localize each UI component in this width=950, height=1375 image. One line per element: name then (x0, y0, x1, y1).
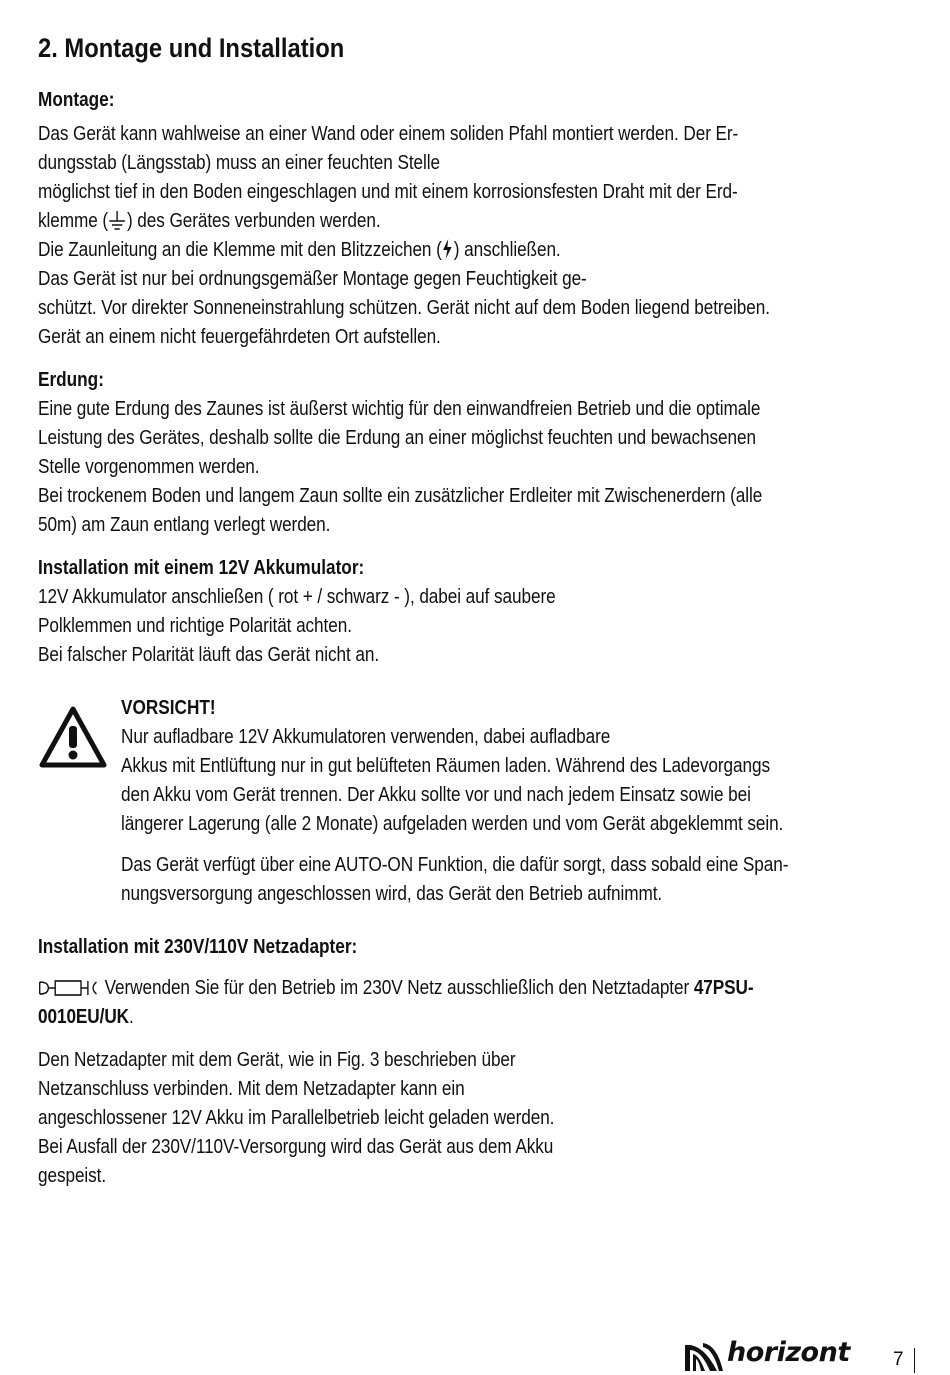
adapter-line (38, 974, 795, 1003)
paragraph-line: Gerät an einem nicht feuergefährdeten Ort aufstellen. (38, 326, 441, 348)
section-title-akku: Installation mit einem 12V Akkumulator: (38, 557, 365, 579)
ground-symbol-icon (108, 209, 127, 231)
warning-line: längerer Lagerung (alle 2 Monate) aufgeladen werden und vom Gerät abgeklemmt sein. (121, 813, 784, 835)
adapter-model-number: 0010EU/UK (38, 1006, 130, 1028)
paragraph-line: schützt. Vor direkter Sonneneinstrahlung schützen. Gerät nicht auf dem Boden liegend betreiben. (38, 297, 770, 319)
logo-text: horizont (727, 1337, 850, 1368)
paragraph-line: Bei trockenem Boden und langem Zaun sollte ein zusätzlicher Erdleiter mit Zwischenerdern (alle (38, 485, 763, 507)
text-fragment: klemme ( (38, 210, 109, 232)
paragraph-line: Leistung des Gerätes, deshalb sollte die Erdung an einer möglichst feuchten und bewachsenen (38, 427, 756, 449)
warning-title: VORSICHT! (121, 697, 216, 719)
document-page (38, 28, 918, 1191)
paragraph-line: Das Gerät ist nur bei ordnungsgemäßer Montage gegen Feuchtigkeit ge- (38, 268, 587, 290)
paragraph-line: Eine gute Erdung des Zaunes ist äußerst wichtig für den einwandfreien Betrieb und die optimale (38, 398, 761, 420)
page-number: 7 (893, 1349, 904, 1370)
warning-block (38, 694, 918, 909)
adapter-line-2 (38, 1003, 795, 1032)
text-fragment: . (129, 1006, 134, 1028)
page-number-divider (914, 1348, 915, 1373)
paragraph-line: 50m) am Zaun entlang verlegt werden. (38, 514, 331, 536)
paragraph-line: 12V Akkumulator anschließen ( rot + / schwarz - ), dabei auf saubere (38, 586, 556, 608)
page-title: 2. Montage und Installation (38, 33, 345, 63)
section-title-erdung: Erdung: (38, 369, 104, 391)
paragraph-line-zaun (38, 236, 795, 265)
paragraph-line: Polklemmen und richtige Polarität achten. (38, 615, 352, 637)
section-title-montage: Montage: (38, 89, 115, 111)
text-fragment: Verwenden Sie für den Betrieb im 230V Netz ausschließlich den Netztadapter (99, 977, 694, 999)
paragraph-line: Bei falscher Polarität läuft das Gerät nicht an. (38, 644, 380, 666)
text-fragment: ) des Gerätes verbunden werden. (126, 210, 381, 232)
auto-on-line: Das Gerät verfügt über eine AUTO-ON Funktion, die dafür sorgt, dass sobald eine Span- (121, 854, 789, 876)
paragraph-line: Den Netzadapter mit dem Gerät, wie in Fig. 3 beschrieben über (38, 1049, 516, 1071)
paragraph-line: möglichst tief in den Boden eingeschlagen und mit einem korrosionsfesten Draht mit der Erd- (38, 181, 738, 203)
warning-triangle-icon (38, 704, 108, 770)
adapter-model-number: 47PSU- (693, 977, 754, 999)
auto-on-line: nungsversorgung angeschlossen wird, das Gerät den Betrieb aufnimmt. (121, 883, 663, 905)
paragraph-line: Bei Ausfall der 230V/110V-Versorgung wird das Gerät aus dem Akku (38, 1136, 554, 1158)
lightning-bolt-icon (442, 238, 454, 260)
text-fragment: Die Zaunleitung an die Klemme mit den Blitzzeichen ( (38, 239, 442, 261)
paragraph-line: Stelle vorgenommen werden. (38, 456, 260, 478)
paragraph-line: Das Gerät kann wahlweise an einer Wand oder einem soliden Pfahl montiert werden. Der Er- (38, 123, 739, 145)
section-title-netz: Installation mit 230V/110V Netzadapter: (38, 936, 358, 958)
warning-line: Akkus mit Entlüftung nur in gut belüfteten Räumen laden. Während des Ladevorgangs (121, 755, 770, 777)
paragraph-line: angeschlossener 12V Akku im Parallelbetrieb leicht geladen werden. (38, 1107, 555, 1129)
warning-line: den Akku vom Gerät trennen. Der Akku sollte vor und nach jedem Einsatz sowie bei (121, 784, 751, 806)
text-fragment: ) anschließen. (453, 239, 561, 261)
power-adapter-symbol-icon (38, 978, 100, 998)
warning-line: Nur aufladbare 12V Akkumulatoren verwenden, dabei aufladbare (121, 726, 611, 748)
horizont-logo-mark-icon (683, 1337, 725, 1373)
paragraph-line: dungsstab (Längsstab) muss an einer feuchten Stelle (38, 152, 440, 174)
paragraph-line: Netzanschluss verbinden. Mit dem Netzadapter kann ein (38, 1078, 465, 1100)
paragraph-line-klemme (38, 207, 795, 236)
paragraph-line: gespeist. (38, 1165, 107, 1187)
